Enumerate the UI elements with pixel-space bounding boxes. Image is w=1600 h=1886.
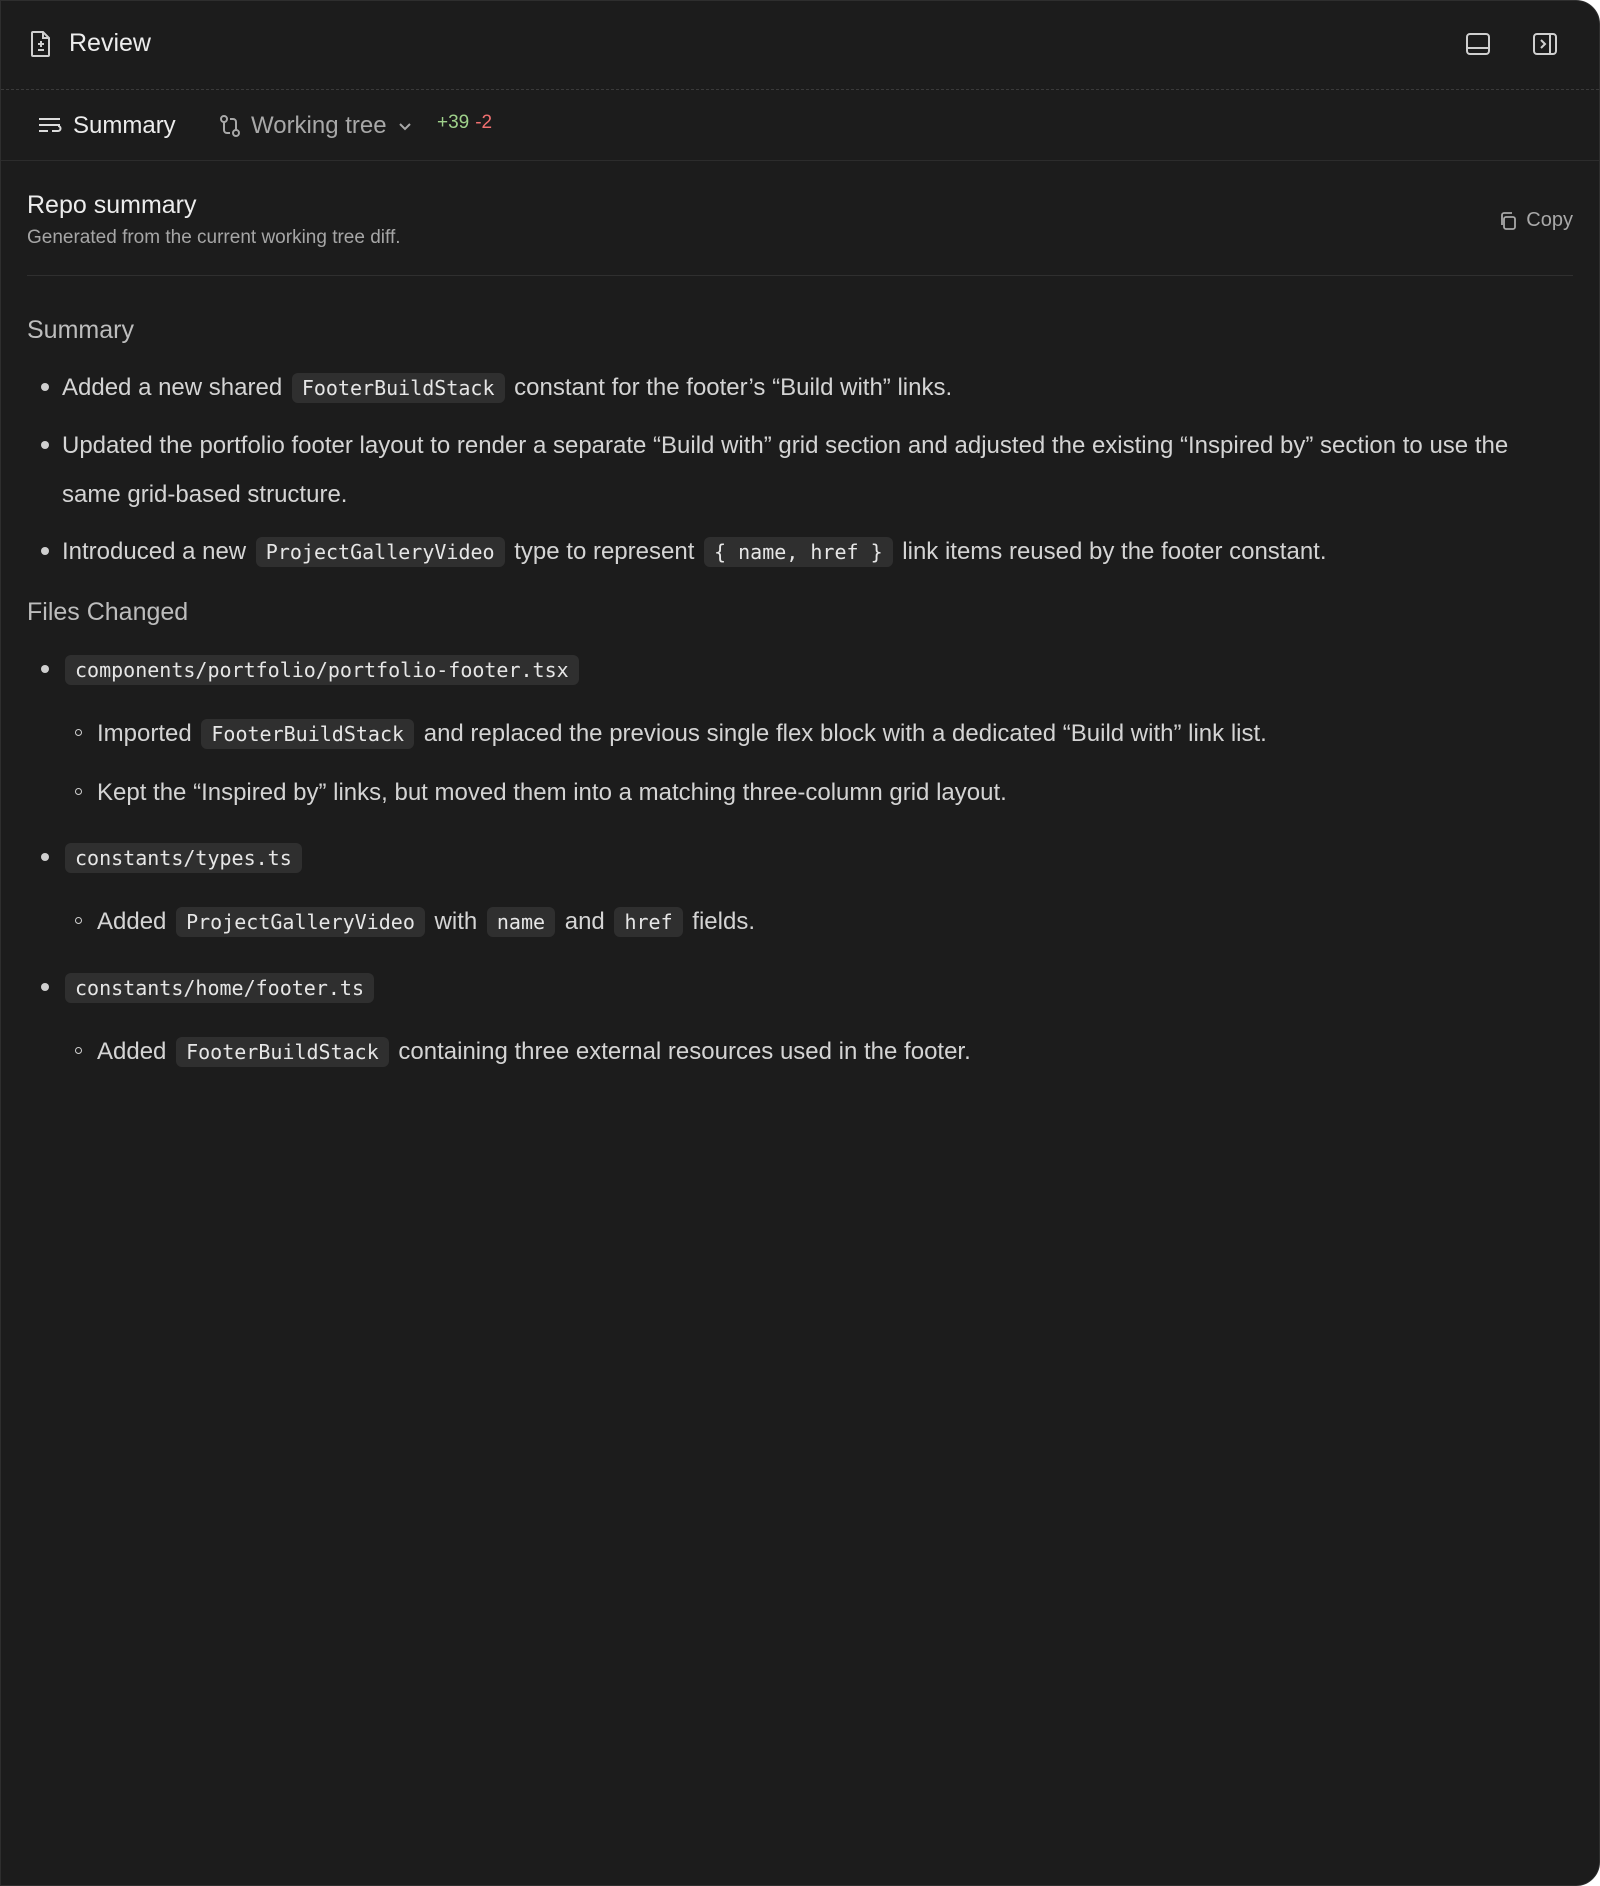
bullet-text: link items reused by the footer constant. xyxy=(902,538,1327,565)
bullet-text: and replaced the previous single flex block with a dedicated “Build with” link list. xyxy=(423,720,1267,747)
file-change-list xyxy=(62,1027,1573,1077)
bullet-text: fields. xyxy=(692,908,755,935)
inline-code: FooterBuildStack xyxy=(292,373,505,403)
list-item xyxy=(27,421,1573,519)
inline-code: href xyxy=(614,907,682,937)
working-tree-label: Working tree xyxy=(251,112,387,139)
inline-code: ProjectGalleryVideo xyxy=(256,537,505,567)
bullet-text: Imported xyxy=(97,720,192,747)
right-panel-icon[interactable] xyxy=(1530,29,1560,59)
bullet-text: constant for the footer’s “Build with” links. xyxy=(514,374,953,401)
deletions-count: -2 xyxy=(475,112,493,133)
bullet-text: Added a new shared xyxy=(62,374,283,401)
list-item xyxy=(27,363,1573,413)
bottom-panel-icon[interactable] xyxy=(1463,29,1493,59)
tab-summary[interactable] xyxy=(37,110,176,142)
bullet-text: Updated the portfolio footer layout to render a separate “Build with” grid section and adjusted the existing “Inspired by” section to use the same grid-based structure. xyxy=(62,432,1509,508)
file-path: constants/types.ts xyxy=(65,843,302,873)
summary-lines-icon xyxy=(37,115,63,137)
copy-icon xyxy=(1498,211,1518,231)
bullet-text: Added xyxy=(97,1038,167,1065)
git-compare-icon xyxy=(219,114,241,138)
document-icon xyxy=(29,30,53,58)
list-item xyxy=(62,768,1573,817)
summary-list xyxy=(27,363,1573,577)
working-tree-dropdown[interactable] xyxy=(219,110,413,142)
header-divider xyxy=(27,275,1573,276)
inline-code: FooterBuildStack xyxy=(176,1037,389,1067)
inline-code: FooterBuildStack xyxy=(201,719,414,749)
inline-code: { name, href } xyxy=(704,537,893,567)
title-bar xyxy=(1,1,1599,90)
file-item xyxy=(27,963,1573,1077)
file-path: components/portfolio/portfolio-footer.tsx xyxy=(65,655,579,685)
file-item xyxy=(27,833,1573,947)
file-change-list xyxy=(62,897,1573,947)
summary-subtitle: Generated from the current working tree diff. xyxy=(27,227,401,248)
list-item xyxy=(27,527,1573,577)
file-change-list xyxy=(62,709,1573,817)
chevron-down-icon xyxy=(397,118,413,134)
diff-stat xyxy=(437,112,492,134)
copy-button[interactable] xyxy=(1498,209,1573,232)
bullet-text: Added xyxy=(97,908,167,935)
summary-content xyxy=(27,305,1573,1093)
file-path: constants/home/footer.ts xyxy=(65,973,374,1003)
summary-heading: Summary xyxy=(27,316,134,344)
tab-bar xyxy=(1,90,1599,161)
list-item xyxy=(62,1027,1573,1077)
bullet-text: with xyxy=(434,908,478,935)
files-list xyxy=(27,645,1573,1077)
tab-summary-label: Summary xyxy=(73,112,176,139)
bullet-text: type to represent xyxy=(514,538,695,565)
inline-code: name xyxy=(487,907,555,937)
bullet-text: containing three external resources used in the footer. xyxy=(398,1038,971,1065)
window-title: Review xyxy=(69,29,151,57)
bullet-text: and xyxy=(564,908,605,935)
bullet-text: Introduced a new xyxy=(62,538,247,565)
file-item xyxy=(27,645,1573,817)
summary-title: Repo summary xyxy=(27,191,197,219)
inline-code: ProjectGalleryVideo xyxy=(176,907,425,937)
list-item xyxy=(62,897,1573,947)
files-changed-heading: Files Changed xyxy=(27,598,189,626)
additions-count: +39 xyxy=(437,112,470,133)
list-item xyxy=(62,709,1573,759)
bullet-text: Kept the “Inspired by” links, but moved them into a matching three-column grid layout. xyxy=(97,779,1007,806)
copy-label: Copy xyxy=(1526,209,1573,231)
